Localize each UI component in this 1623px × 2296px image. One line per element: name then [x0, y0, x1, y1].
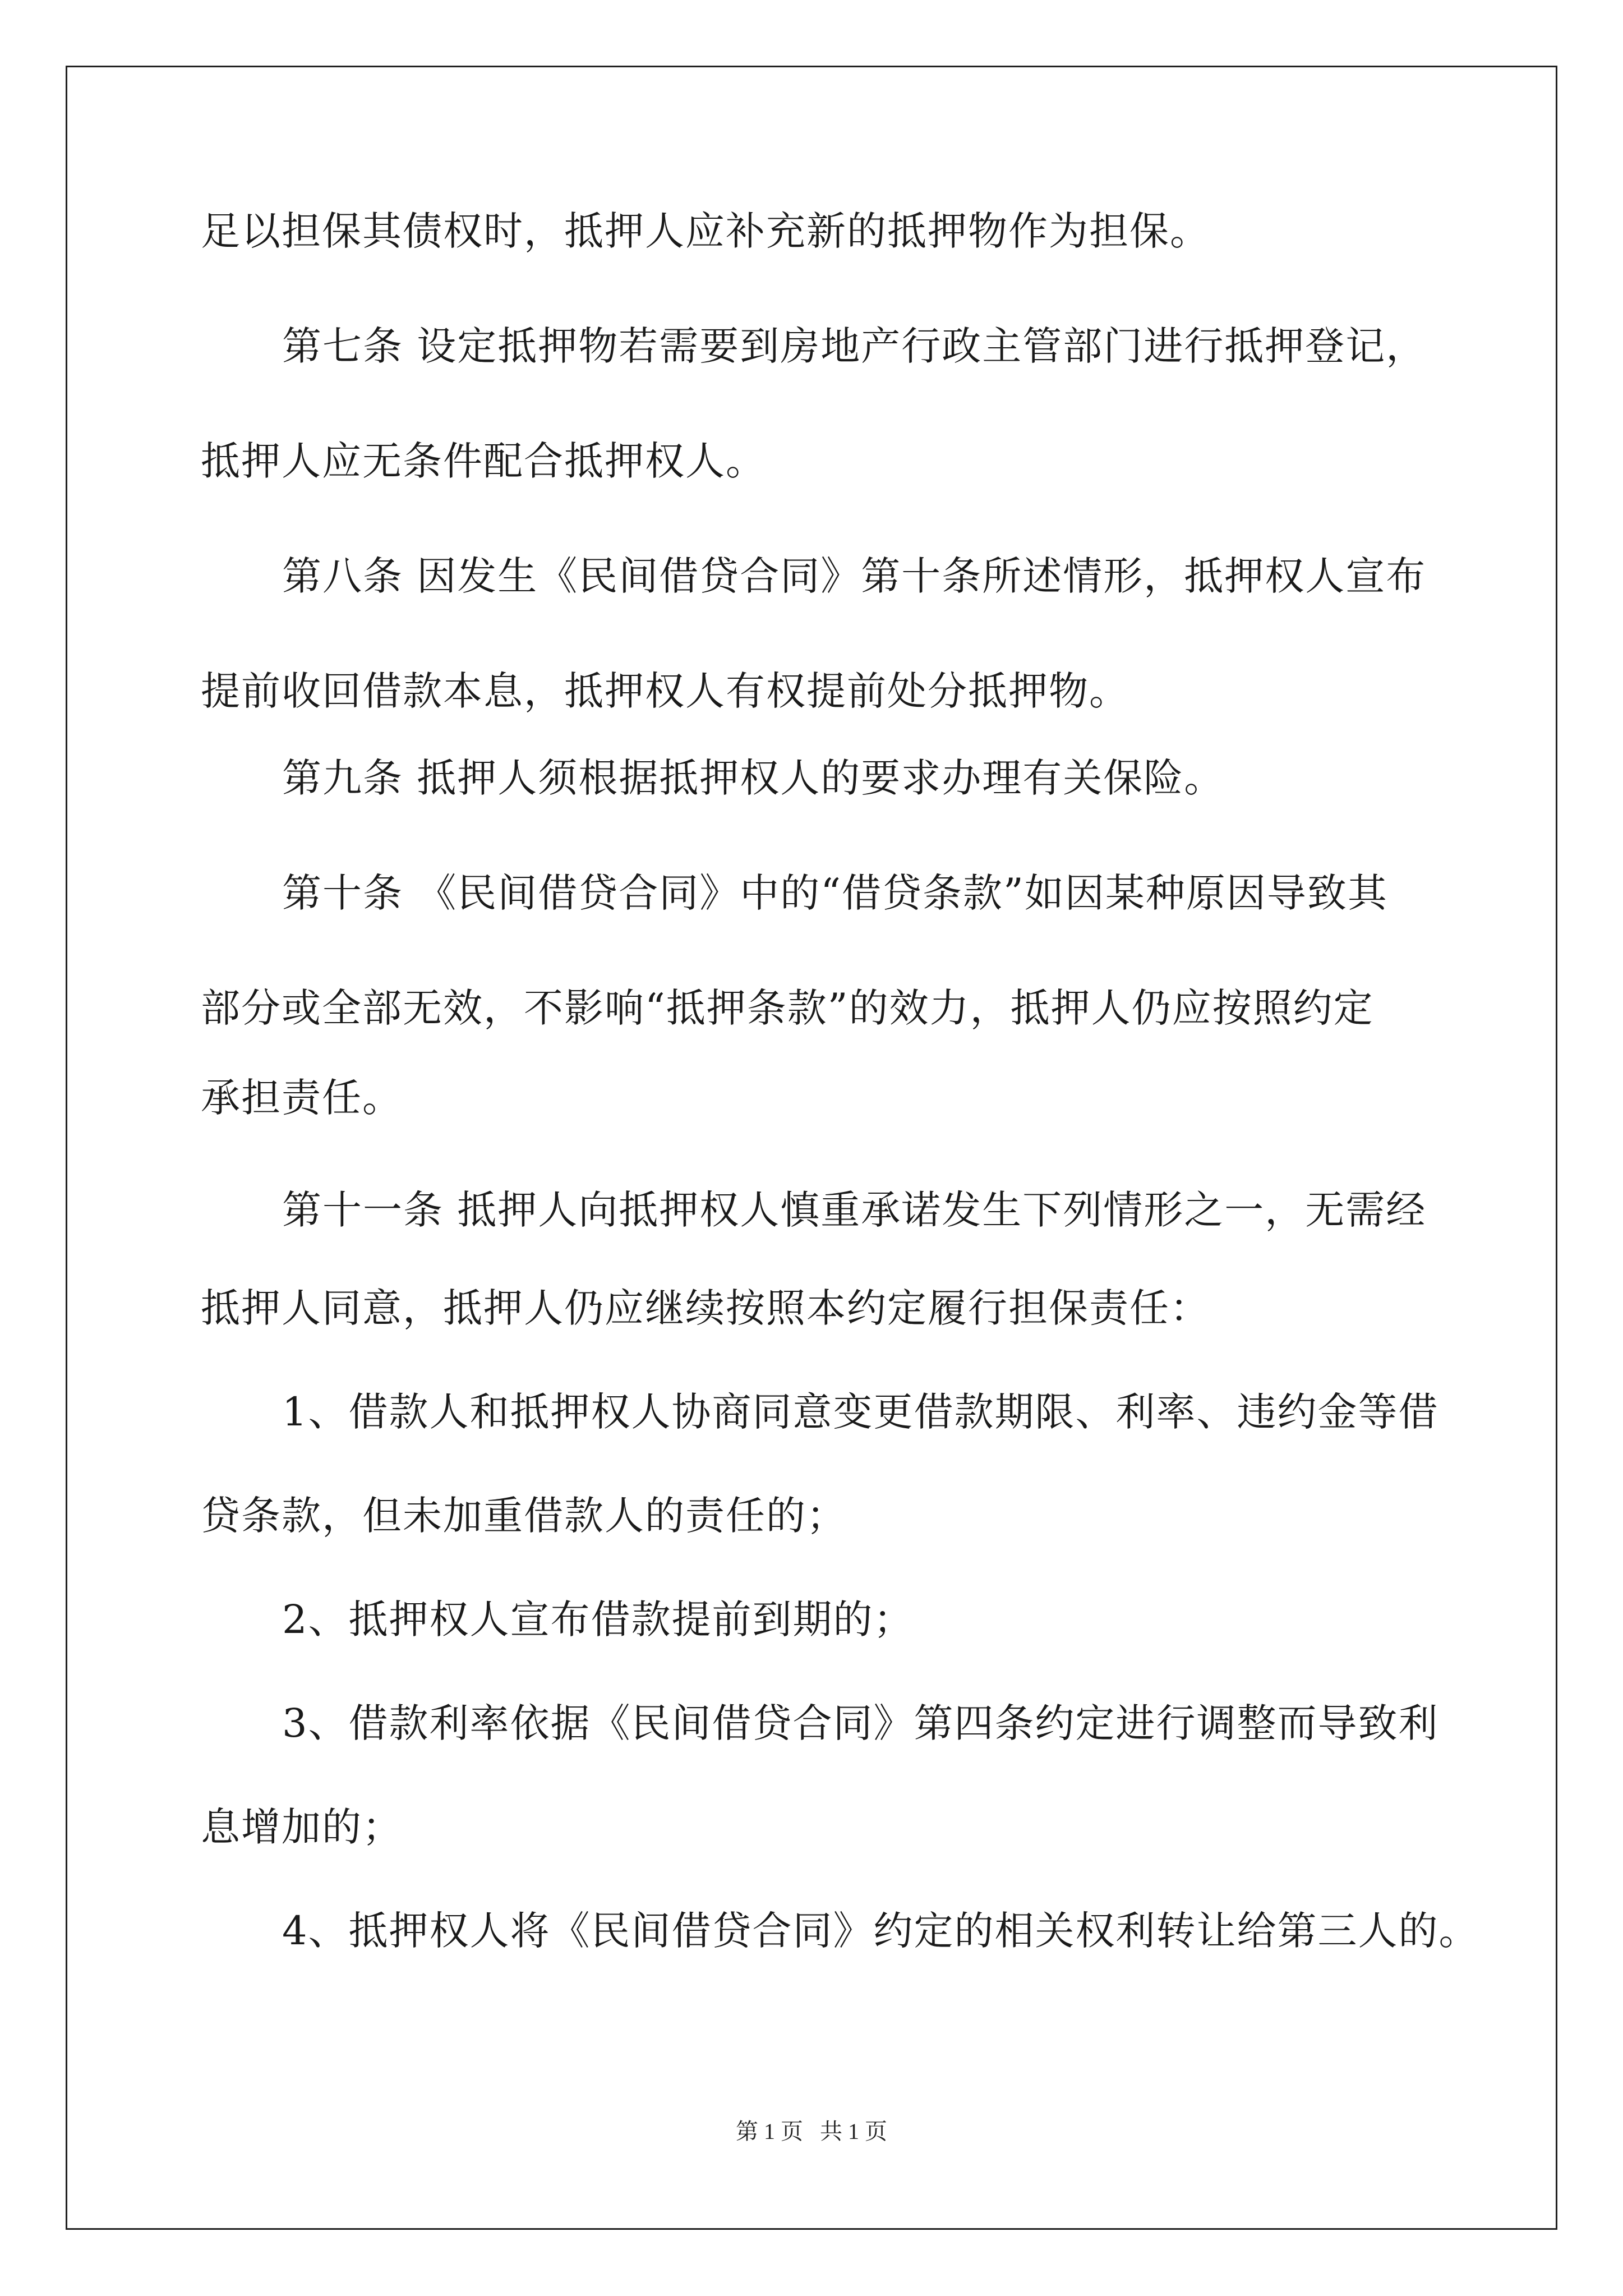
text-line-2: 第七条 设定抵押物若需要到房地产行政主管部门进行抵押登记，	[282, 323, 1427, 369]
text-line-11: 抵押人同意，抵押人仍应继续按照本约定履行担保责任：	[201, 1285, 1210, 1331]
text-line-3: 抵押人应无条件配合抵押权人。	[201, 438, 766, 484]
page-number-footer: 第 1 页 共 1 页	[736, 2119, 887, 2144]
text-line-8: 部分或全部无效，不影响“抵押条款”的效力，抵押人仍应按照约定	[201, 985, 1374, 1031]
text-line-9: 承担责任。	[201, 1075, 403, 1121]
text-line-1: 足以担保其债权时，抵押人应补充新的抵押物作为担保。	[201, 208, 1210, 254]
text-line-13: 贷条款，但未加重借款人的责任的；	[201, 1493, 847, 1539]
text-line-17: 4、抵押权人将《民间借贷合同》约定的相关权利转让给第三人的。	[282, 1908, 1479, 1954]
text-line-16: 息增加的；	[201, 1804, 403, 1850]
text-line-15: 3、借款利率依据《民间借贷合同》第四条约定进行调整而导致利	[282, 1700, 1439, 1746]
text-line-12: 1、借款人和抵押权人协商同意变更借款期限、利率、违约金等借	[282, 1389, 1439, 1435]
text-line-14: 2、抵押权人宣布借款提前到期的；	[282, 1596, 914, 1642]
text-line-7: 第十条 《民间借贷合同》中的“借贷条款”如因某种原因导致其	[282, 870, 1388, 916]
text-line-5: 提前收回借款本息，抵押权人有权提前处分抵押物。	[201, 668, 1129, 714]
text-line-4: 第八条 因发生《民间借贷合同》第十条所述情形，抵押权人宣布	[282, 553, 1427, 599]
text-line-6: 第九条 抵押人须根据抵押权人的要求办理有关保险。	[282, 755, 1225, 801]
text-line-10: 第十一条 抵押人向抵押权人慎重承诺发生下列情形之一，无需经	[282, 1187, 1427, 1233]
